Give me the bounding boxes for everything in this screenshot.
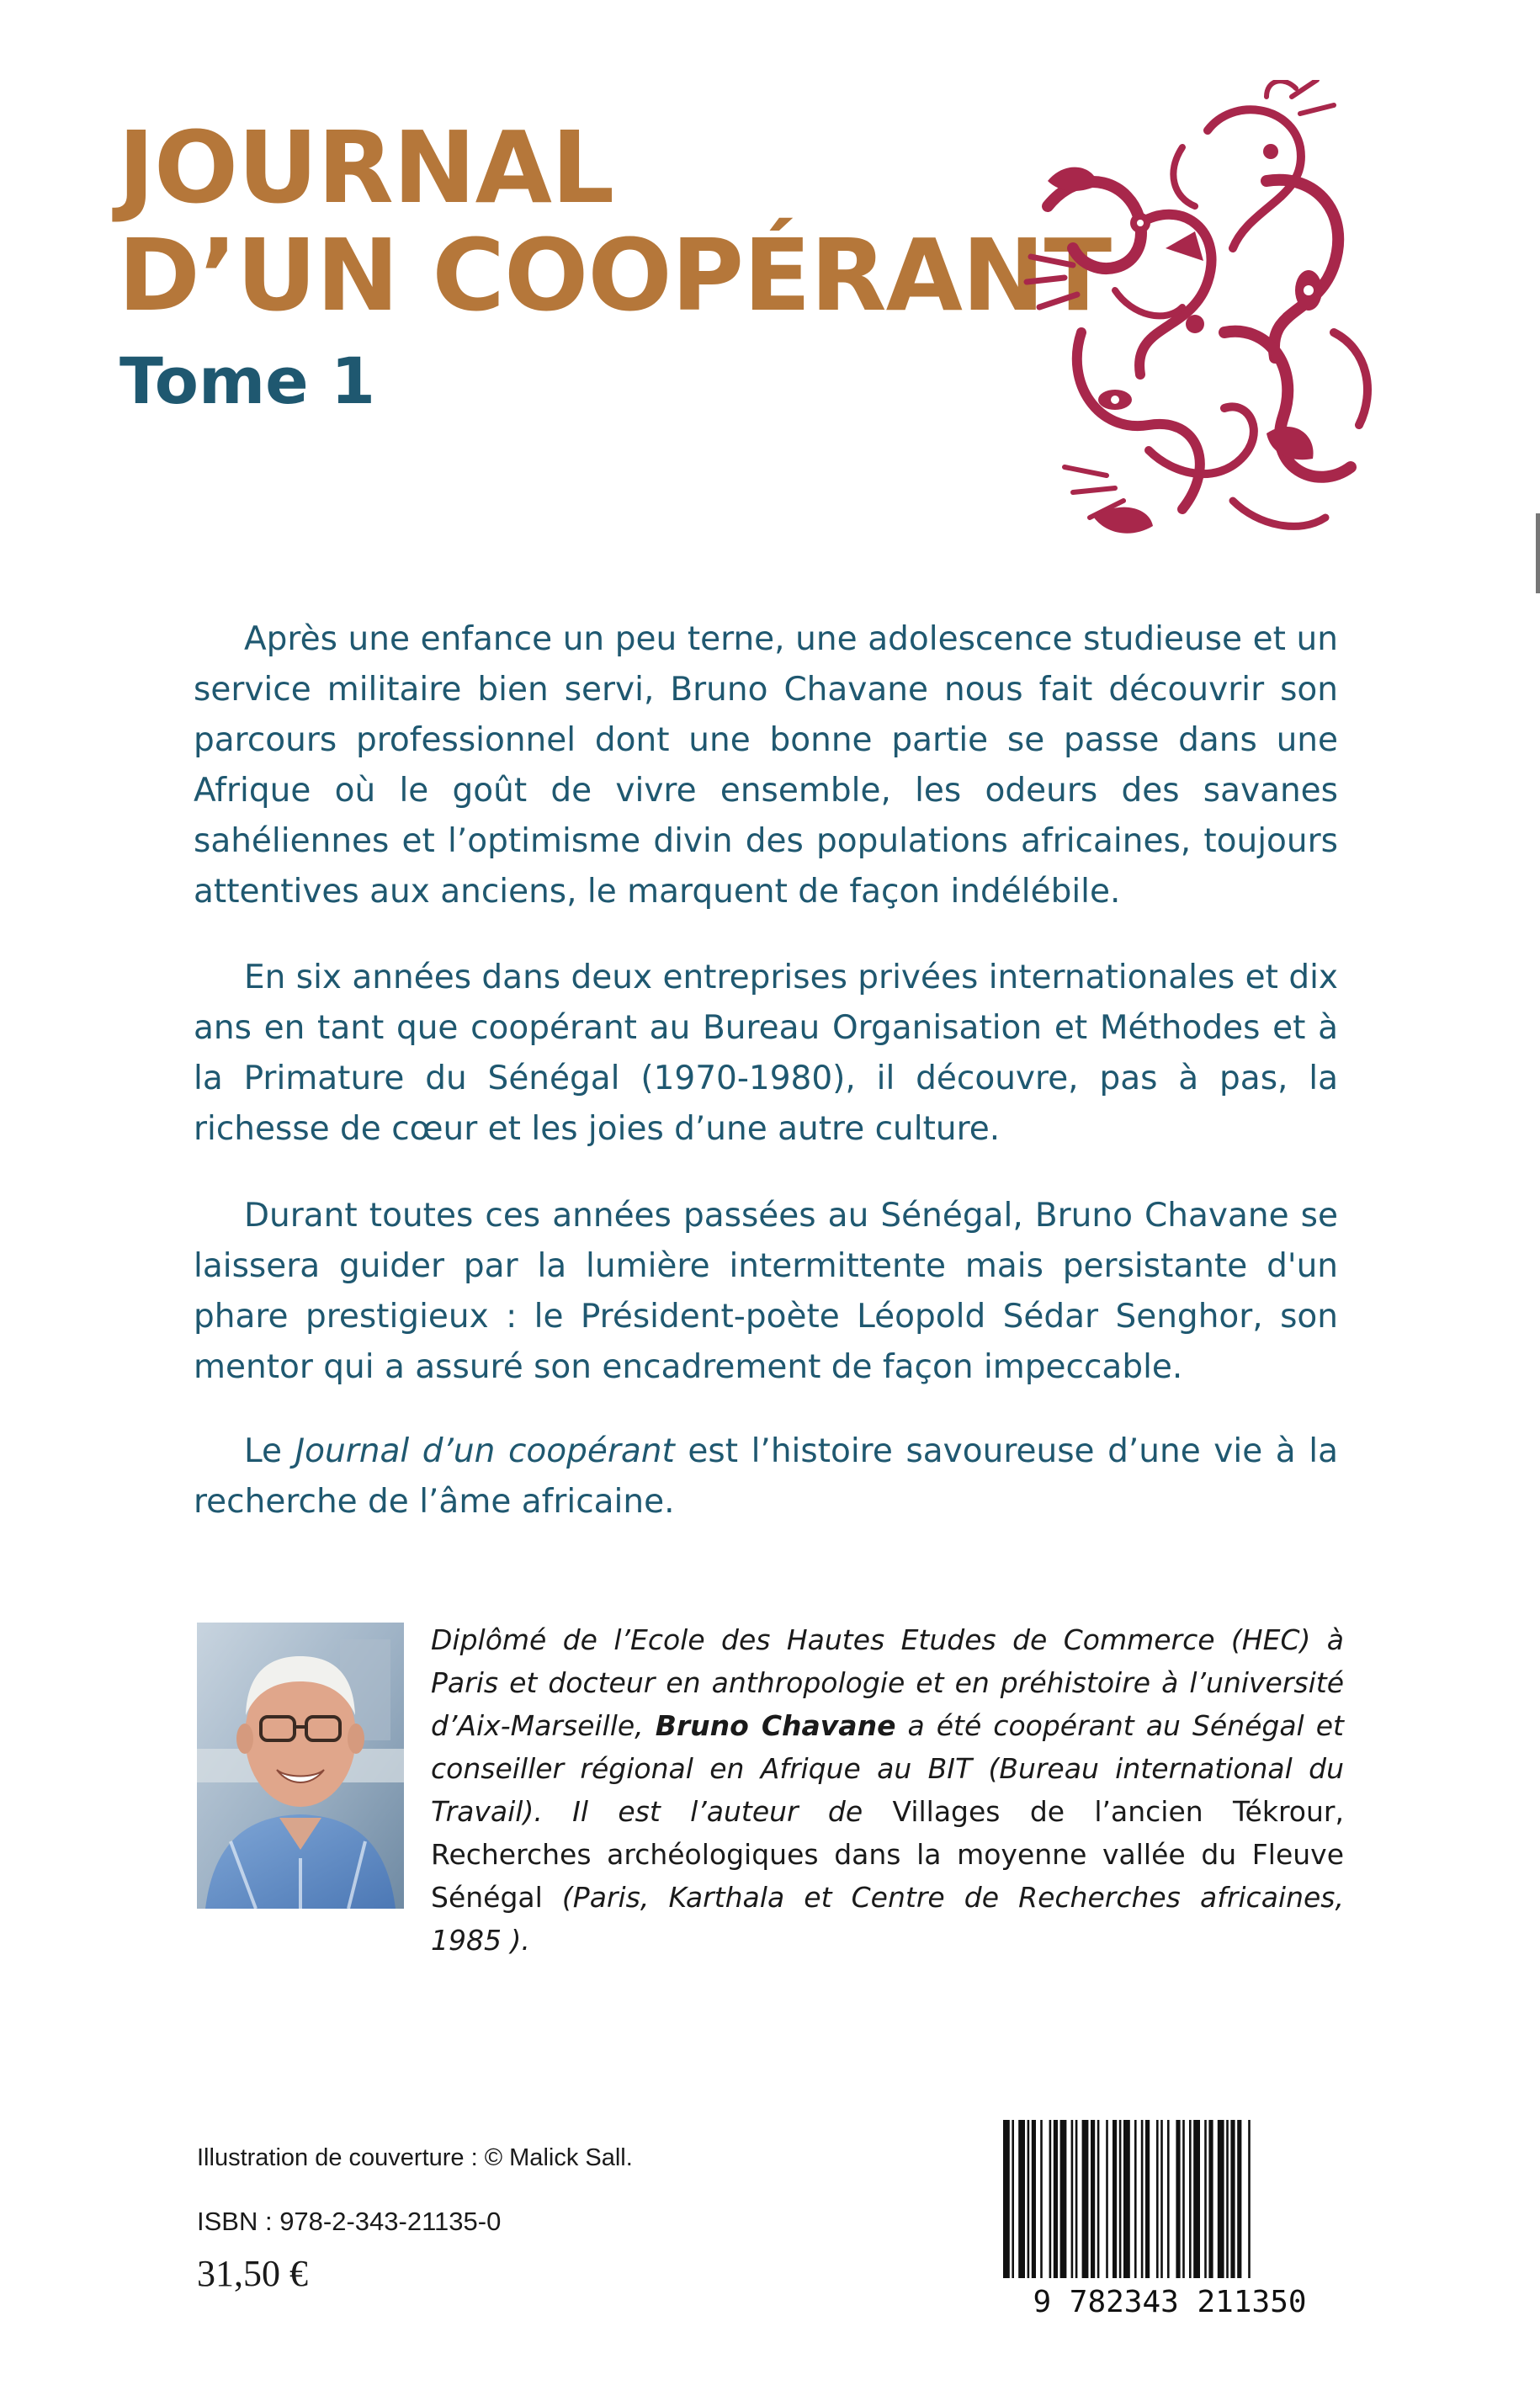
author-bio-part-1: Diplômé de l’Ecole des Hautes Etudes de Commerce (HEC) à Paris et docteur en anthropologie et en préhistoire à l’université d’Aix-Marseille, — [431, 1623, 1344, 1742]
cover-illustration-icon — [1014, 80, 1393, 560]
blurb-text-4 — [194, 1426, 1338, 1527]
book-title-inline: Journal d’un coopérant — [295, 1432, 675, 1470]
author-name: Bruno Chavane — [655, 1709, 896, 1742]
author-previous-book: Villages de l’ancien Tékrour, Recherches archéologiques dans la moyenne vallée du Fleuve Sénégal — [431, 1795, 1344, 1914]
blurb-text-2: En six années dans deux entreprises privées internationales et dix ans en tant que coopérant au Bureau Organisation et Méthodes et à la Primature du Sénégal (1970-1980), il découvre, pas à pas, la richesse de cœur et les joies d’une autre culture. — [194, 959, 1339, 1148]
author-bio-part-2: a été coopérant au Sénégal et conseiller régional en Afrique au BIT (Bureau international du Travail). Il est l’auteur de — [431, 1709, 1344, 1828]
author-photo-icon — [197, 1623, 404, 1909]
author-bio — [431, 1618, 1344, 1962]
price: 31,50 € — [197, 2253, 308, 2294]
illustration-credit: Illustration de couverture : © Malick Sall. — [197, 2144, 633, 2171]
title-line-1: JOURNAL — [118, 109, 614, 226]
barcode-icon — [993, 2117, 1346, 2319]
blurb-text-3: Durant toutes ces années passées au Sénégal, Bruno Chavane se laissera guider par la lumière intermittente mais persistante d'un phare prestigieux : le Président-poète Léopold Sédar Senghor, son mentor qui a assuré son encadrement de façon impeccable. — [194, 1197, 1338, 1386]
blurb-text-4-start: Le — [244, 1432, 295, 1470]
blurb-paragraph-3 — [194, 1191, 1338, 1393]
barcode-digits: 9 782343 211350 — [1033, 2285, 1307, 2319]
blurb-text-4-end: est l’histoire savoureuse d’une vie à la recherche de l’âme africaine. — [194, 1432, 1338, 1521]
blurb-paragraph-4 — [194, 1426, 1338, 1527]
edge-mark — [1536, 513, 1540, 593]
volume-subtitle: Tome 1 — [119, 343, 376, 418]
author-bio-part-3: (Paris, Karthala et Centre de Recherches africaines, 1985 ). — [431, 1881, 1344, 1957]
blurb-text-1: Après une enfance un peu terne, une adolescence studieuse et un service militaire bien servi, Bruno Chavane nous fait découvrir son parcours professionnel dont une bonne partie se passe dans une Afrique où le goût de vivre ensemble, les odeurs des savanes sahéliennes et l’optimisme divin des populations africaines, toujours attentives aux anciens, le marquent de façon indélébile. — [194, 620, 1338, 911]
title-line-2: D’UN COOPÉRANT — [118, 217, 1112, 333]
isbn-number: ISBN : 978-2-343-21135-0 — [197, 2207, 502, 2236]
blurb-paragraph-1 — [194, 614, 1338, 917]
blurb-paragraph-2 — [194, 953, 1338, 1155]
